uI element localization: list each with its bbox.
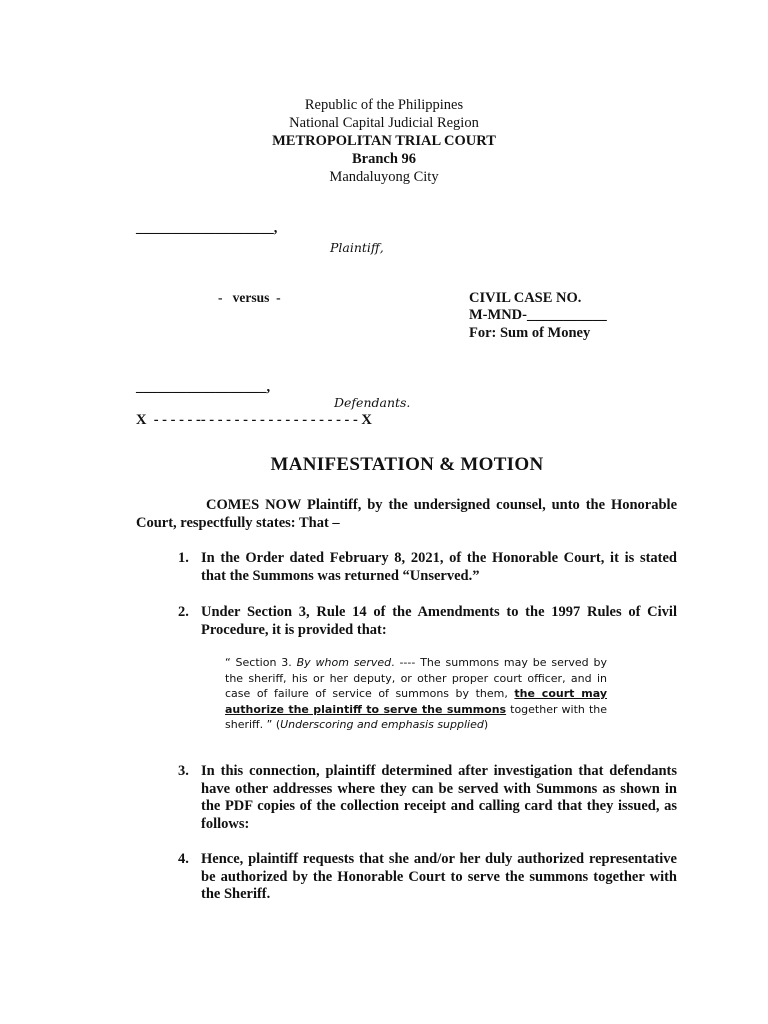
quote-emphasis: the court may authorize the plaintiff to serve the summons <box>225 687 607 716</box>
defendant-name-blank: __________________, <box>136 379 271 395</box>
versus-label: - versus - <box>218 290 281 305</box>
item-number-3: 3. <box>178 763 189 779</box>
plaintiff-label: Plaintiff, <box>330 240 384 255</box>
defendant-label: Defendants. <box>334 395 411 410</box>
header-court: METROPOLITAN TRIAL COURT <box>272 133 496 149</box>
item-number-4: 4. <box>178 851 189 867</box>
quote-close: ) <box>483 718 489 731</box>
item-text-4: Hence, plaintiff requests that she and/or her duly authorized representative be authorized by the Honorable Court to serve the summons together with the Sheriff. <box>201 851 677 902</box>
quote-open: “ Section 3. <box>225 656 297 669</box>
header-city: Mandaluyong City <box>329 169 439 185</box>
item-text-3: In this connection, plaintiff determined after investigation that defendants have other addresses where they can be served with Summons as shown in the PDF copies of the collection receipt and calling card that they issued, as follows: <box>201 763 677 832</box>
header-branch: Branch 96 <box>351 151 417 167</box>
court-header <box>0 96 768 186</box>
item-number-2: 2. <box>178 604 189 620</box>
case-for: For: Sum of Money <box>469 325 591 341</box>
quote-heading: By whom served <box>296 656 392 669</box>
quoted-rule <box>225 655 607 733</box>
case-no-value: M-MND-___________ <box>469 307 607 323</box>
item-text-2: Under Section 3, Rule 14 of the Amendments to the 1997 Rules of Civil Procedure, it is provided that: <box>201 604 677 638</box>
quote-body-2: together with the sheriff. ” ( <box>225 702 608 731</box>
case-no-label: CIVIL CASE NO. <box>469 290 582 306</box>
document-title: MANIFESTATION & MOTION <box>270 454 544 475</box>
item-text-1: In the Order dated February 8, 2021, of the Honorable Court, it is stated that the Summons was returned “Unserved.” <box>201 550 677 584</box>
quote-note: Underscoring and emphasis supplied <box>280 718 484 731</box>
item-number-1: 1. <box>178 550 189 566</box>
intro-paragraph: COMES NOW Plaintiff, by the undersigned counsel, unto the Honorable Court, respectfully states: That – <box>136 497 677 531</box>
header-region: National Capital Judicial Region <box>289 115 479 131</box>
header-republic: Republic of the Philippines <box>304 97 464 113</box>
quote-body-1: . ---- The summons may be served by the sheriff, his or her deputy, or other proper court officer, and in case of failure of service of summons by them, <box>225 656 607 700</box>
caption-separator: X - - - - - -- - - - - - - - - - - - - - - - - - - X <box>136 412 372 428</box>
plaintiff-name-blank: ___________________, <box>136 220 278 236</box>
